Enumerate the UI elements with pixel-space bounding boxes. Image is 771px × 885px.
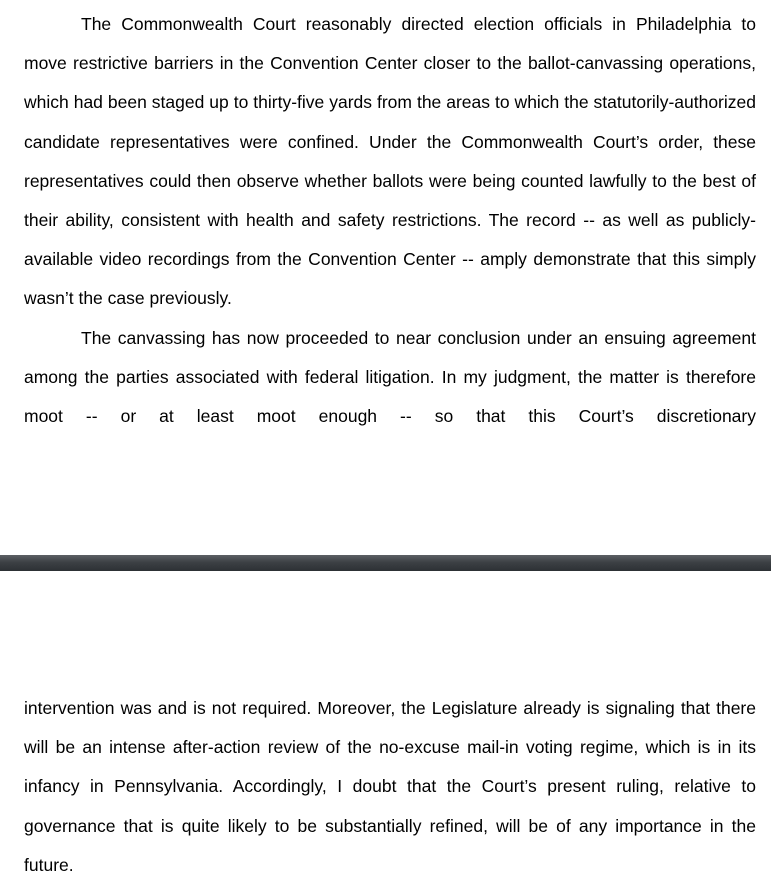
page-break-divider — [0, 555, 771, 571]
upper-page-text — [24, 5, 756, 436]
paragraph-commonwealth-court-order: The Commonwealth Court reasonably directed election officials in Philadelphia to move restrictive barriers in the Convention Center closer to the ballot-canvassing operations, which had been staged up to thirty-five yards from the areas to which the statutorily-authorized candidate representatives were confined. Under the Commonwealth Court’s order, these representatives could then observe whether ballots were being counted lawfully to the best of their ability, consistent with health and safety restrictions. The record -- as well as publicly-available video recordings from the Convention Center -- amply demonstrate that this simply wasn’t the case previously. — [24, 14, 756, 309]
paragraph-intervention-not-required: intervention was and is not required. Moreover, the Legislature already is signaling that there will be an intense after-action review of the no-excuse mail-in voting regime, which is in its infancy in Pennsylvania. Accordingly, I doubt that the Court’s present ruling, relative to governance that is quite likely to be substantially refined, will be of any importance in the future. — [24, 698, 756, 875]
paragraph-canvassing-moot: The canvassing has now proceeded to near conclusion under an ensuing agreement among the parties associated with federal litigation. In my judgment, the matter is therefore moot -- or at least moot enough -- so that this Court’s discretionary — [24, 327, 756, 427]
lower-page-text — [24, 689, 756, 885]
